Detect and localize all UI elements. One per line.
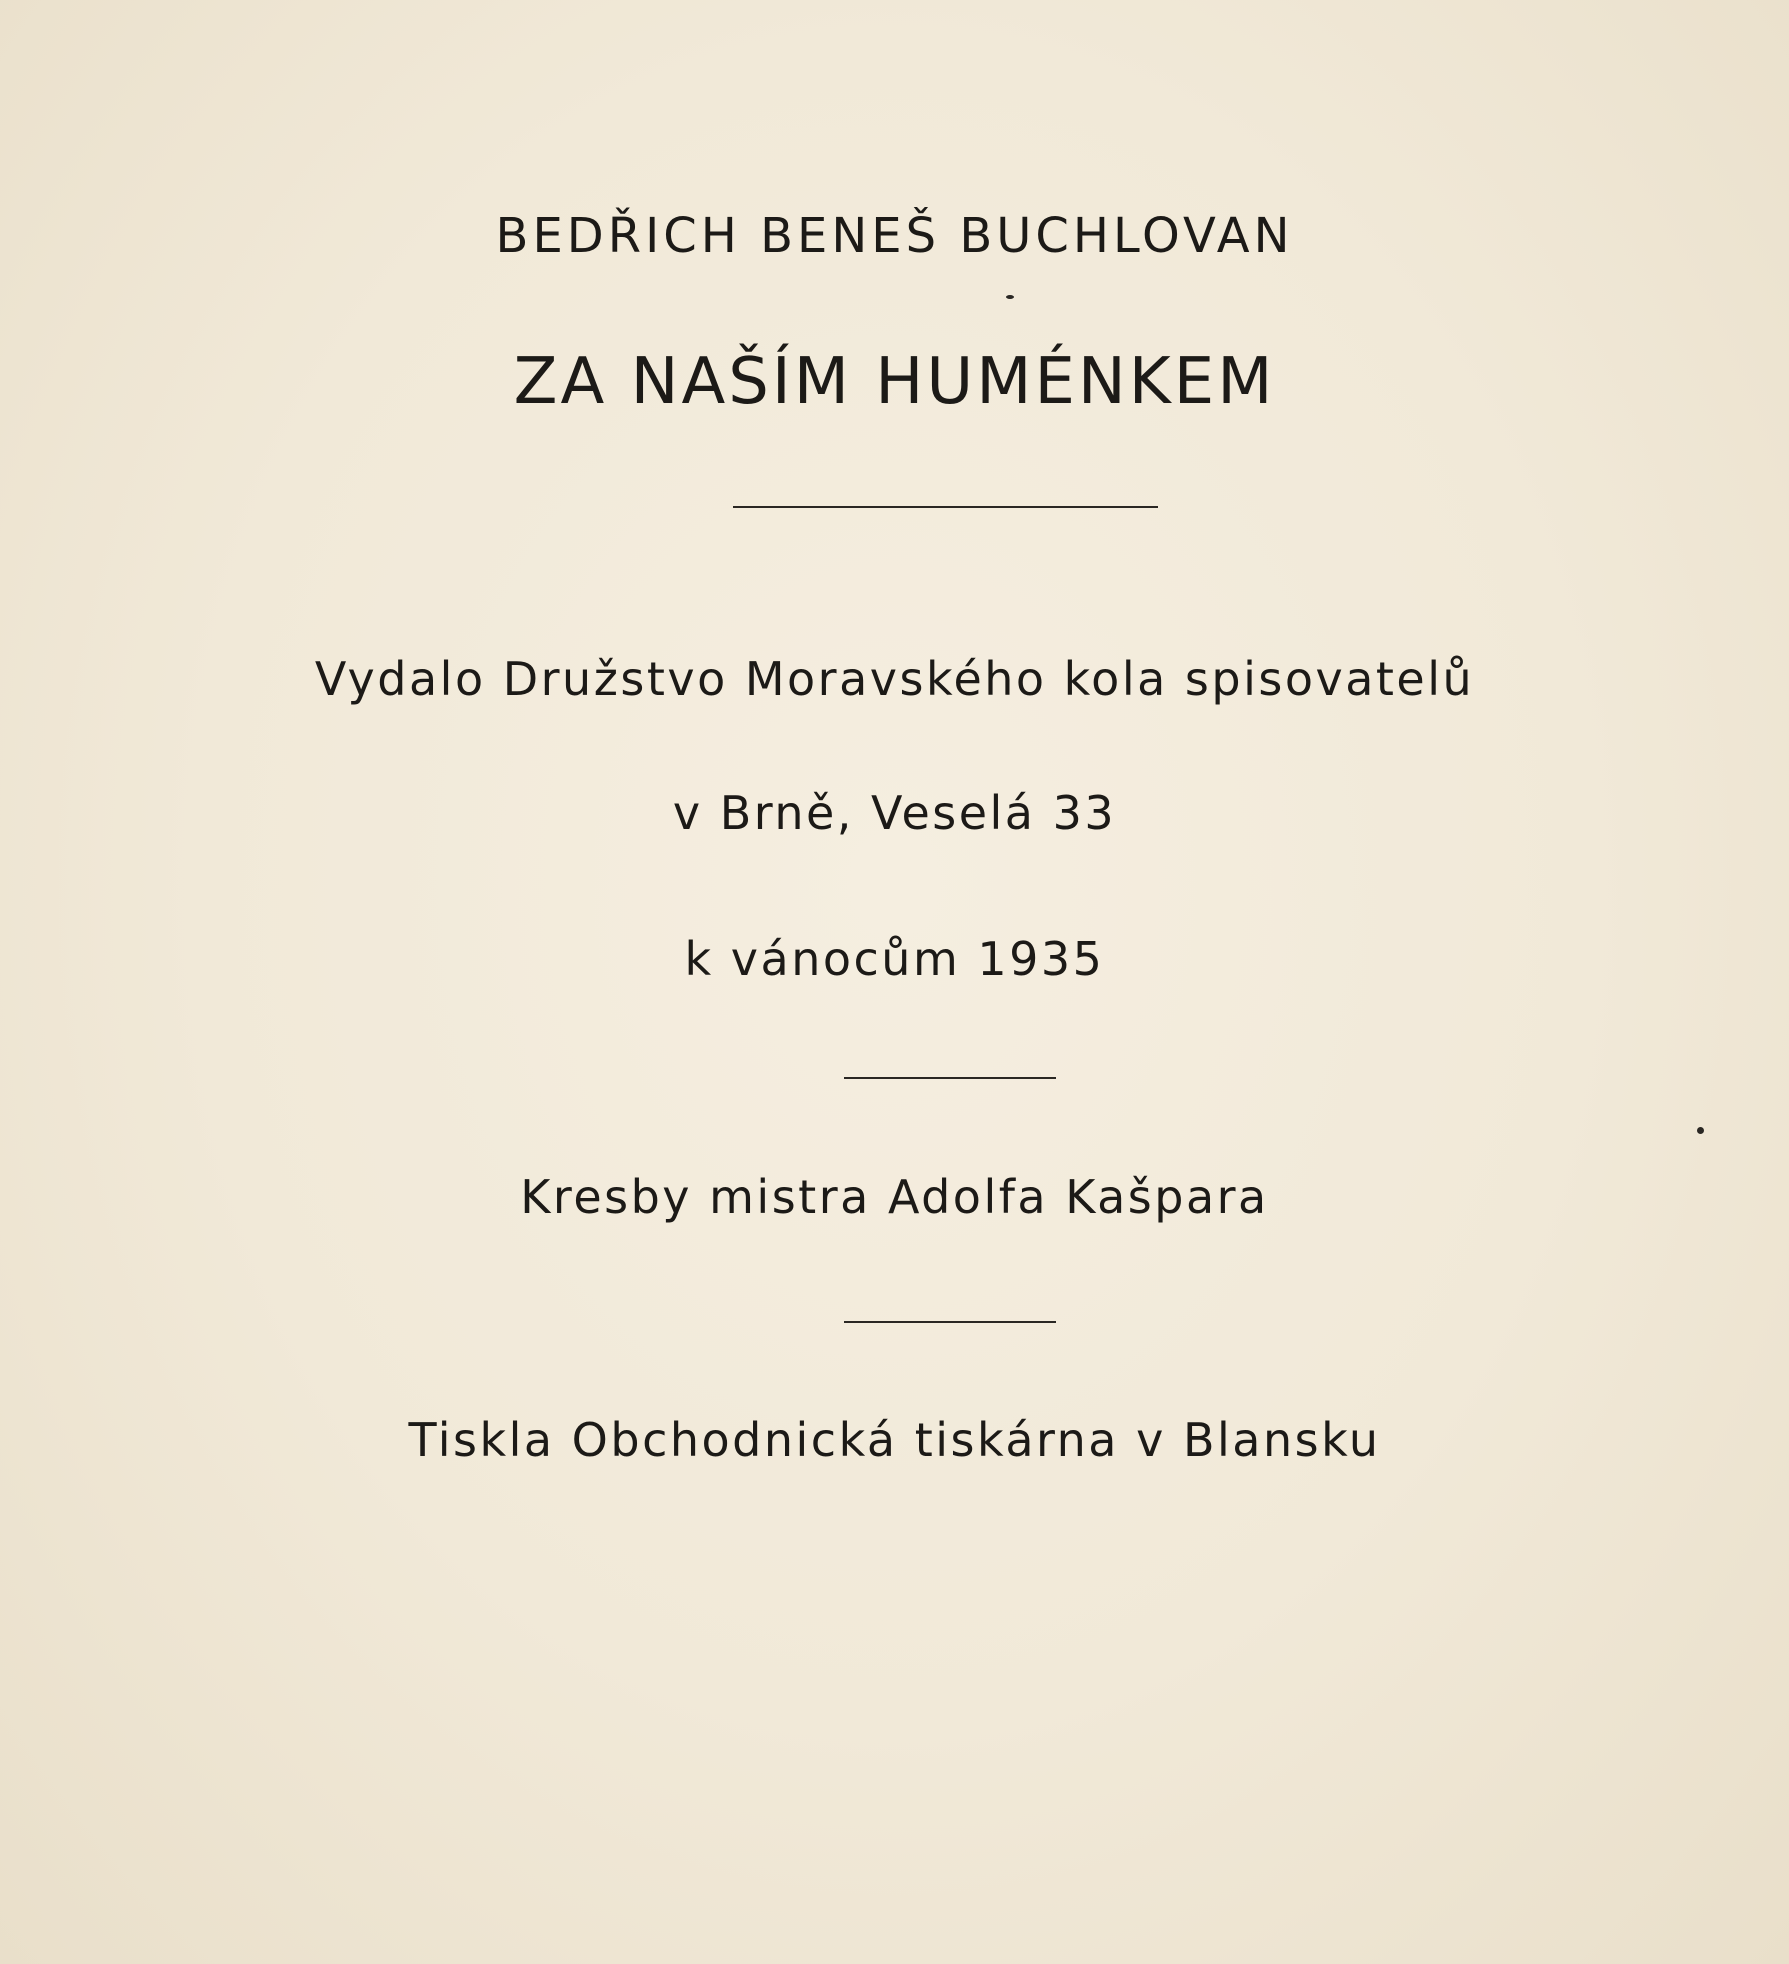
printer-credit: Tiskla Obchodnická tiskárna v Blansku bbox=[408, 1413, 1381, 1467]
divider-rule bbox=[844, 1077, 1056, 1079]
divider-rule bbox=[733, 506, 1158, 508]
book-title: ZA NAŠÍM HUMÉNKEM bbox=[513, 345, 1276, 419]
bleed-through-ghost bbox=[0, 0, 1789, 80]
publisher-address: v Brně, Veselá 33 bbox=[672, 786, 1117, 840]
ink-speck bbox=[1006, 295, 1014, 299]
publisher-line: Vydalo Družstvo Moravského kola spisovatelů bbox=[314, 652, 1475, 706]
publication-date: k vánocům 1935 bbox=[684, 932, 1105, 986]
ink-speck bbox=[1697, 1127, 1704, 1134]
illustrator-credit: Kresby mistra Adolfa Kašpara bbox=[520, 1170, 1269, 1224]
author-name: BEDŘICH BENEŠ BUCHLOVAN bbox=[495, 208, 1294, 264]
divider-rule bbox=[844, 1321, 1056, 1323]
